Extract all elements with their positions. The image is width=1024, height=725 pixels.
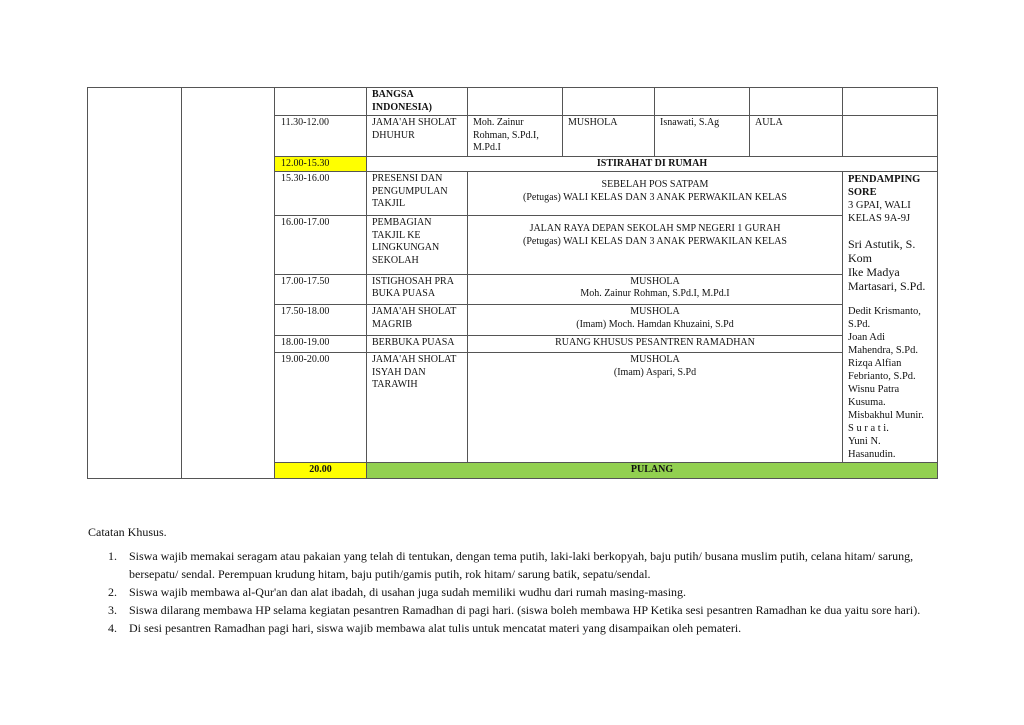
activity-cell: JAMA'AH SHOLAT DHUHUR <box>367 116 468 157</box>
list-item <box>108 619 940 637</box>
location-line: MUSHOLA <box>630 306 680 318</box>
pendamping-name: Yuni N. <box>848 436 881 447</box>
activity-cell: PEMBAGIAN TAKJIL KE LINGKUNGAN SEKOLAH <box>367 216 468 274</box>
location-line: MUSHOLA <box>630 275 680 287</box>
time-cell: 16.00-17.00 <box>275 216 367 274</box>
activity-cell: PRESENSI DAN PENGUMPULAN TAKJIL <box>367 172 468 216</box>
list-text: Di sesi pesantren Ramadhan pagi hari, siswa wajib membawa alat tulis untuk mencatat materi yang disampaikan oleh pemateri. <box>129 621 742 635</box>
time-cell: 20.00 <box>275 463 367 479</box>
activity-cell: JAMA'AH SHOLAT MAGRIB <box>367 305 468 336</box>
pendamping-name: Misbakhul Munir. <box>848 410 924 421</box>
speaker-cell <box>468 88 563 116</box>
location-cell <box>468 274 843 305</box>
time-cell <box>275 88 367 116</box>
list-text: Siswa dilarang membawa HP selama kegiatan pesantren Ramadhan di pagi hari. (siswa boleh membawa HP Ketika sesi pesantren Ramadhan ke dua yaitu sore hari). <box>129 603 921 617</box>
time-cell: 18.00-19.00 <box>275 335 367 352</box>
pendamping-name: Dedit Krismanto, S.Pd. <box>848 306 921 330</box>
pendamping-name: Joan Adi Mahendra, S.Pd. <box>848 332 918 356</box>
pendamping-cell <box>843 172 938 463</box>
list-item <box>108 547 940 583</box>
location-cell <box>468 353 843 463</box>
activity-cell: BERBUKA PUASA <box>367 335 468 352</box>
location-line: SEBELAH POS SATPAM <box>601 179 709 190</box>
pendamping-title: PENDAMPING SORE <box>848 174 921 198</box>
location-cell: RUANG KHUSUS PESANTREN RAMADHAN <box>468 335 843 352</box>
notes-title: Catatan Khusus. <box>88 525 167 539</box>
teacher-cell <box>655 88 750 116</box>
time-cell: 15.30-16.00 <box>275 172 367 216</box>
officer-line: (Petugas) WALI KELAS DAN 3 ANAK PERWAKILAN KELAS <box>523 191 787 203</box>
time-cell: 12.00-15.30 <box>275 156 367 172</box>
pendamping-name: Rizqa Alfian Febrianto, S.Pd. <box>848 358 916 382</box>
officer-line: Moh. Zainur Rohman, S.Pd.I, M.Pd.I <box>580 288 730 300</box>
place-cell <box>563 88 655 116</box>
pendamping-name: Ike Madya Martasari, S.Pd. <box>848 265 926 293</box>
room-cell: AULA <box>750 116 843 157</box>
table-row <box>88 88 938 116</box>
extra-cell <box>843 88 938 116</box>
location-line: MUSHOLA <box>630 354 680 365</box>
pendamping-name: Hasanudin. <box>848 449 896 460</box>
list-number: 4. <box>108 621 117 635</box>
pendamping-name: S u r a t i. <box>848 423 889 434</box>
list-text: Siswa wajib memakai seragam atau pakaian yang telah di tentukan, dengan tema putih, laki-laki berkopyah, baju putih/ busana muslim putih, celana hitam/ sarung, bersepatu/ sendal. Perempuan krudung hitam, baju putih/gamis putih, rok hitam/ sarung batik, sepatu/sendal. <box>129 549 914 581</box>
pulang-label: PULANG <box>367 463 938 479</box>
list-item <box>108 583 940 601</box>
officer-line: (Petugas) WALI KELAS DAN 3 ANAK PERWAKILAN KELAS <box>523 235 787 247</box>
room-cell <box>750 88 843 116</box>
schedule-table <box>87 87 938 479</box>
location-line: JALAN RAYA DEPAN SEKOLAH SMP NEGERI 1 GURAH <box>529 223 781 235</box>
list-number: 2. <box>108 585 117 599</box>
list-item <box>108 601 940 619</box>
pendamping-line: 3 GPAI, WALI KELAS 9A-9J <box>848 200 911 224</box>
notes-list <box>108 547 940 637</box>
teacher-cell: Isnawati, S.Ag <box>655 116 750 157</box>
time-cell: 19.00-20.00 <box>275 353 367 463</box>
pendamping-name: Sri Astutik, S. Kom <box>848 237 916 265</box>
time-cell: 11.30-12.00 <box>275 116 367 157</box>
activity-cell: ISTIGHOSAH PRA BUKA PUASA <box>367 274 468 305</box>
officer-line: (Imam) Moch. Hamdan Khuzaini, S.Pd <box>576 318 734 330</box>
location-cell <box>468 305 843 336</box>
list-number: 3. <box>108 603 117 617</box>
break-label: ISTIRAHAT DI RUMAH <box>367 156 938 172</box>
list-number: 1. <box>108 549 117 563</box>
blank-cell-1 <box>88 88 182 479</box>
list-text: Siswa wajib membawa al-Qur'an dan alat ibadah, di usahan juga sudah memiliki wudhu dari rumah masing-masing. <box>129 585 687 599</box>
officer-line: (Imam) Aspari, S.Pd <box>613 366 697 378</box>
location-cell <box>468 216 843 274</box>
extra-cell <box>843 116 938 157</box>
place-cell: MUSHOLA <box>563 116 655 157</box>
time-cell: 17.00-17.50 <box>275 274 367 305</box>
location-cell <box>468 172 843 216</box>
blank-cell-2 <box>182 88 275 479</box>
time-cell: 17.50-18.00 <box>275 305 367 336</box>
activity-cell: BANGSA INDONESIA) <box>367 88 468 116</box>
activity-cell: JAMA'AH SHOLAT ISYAH DAN TARAWIH <box>367 353 468 463</box>
speaker-cell: Moh. Zainur Rohman, S.Pd.I, M.Pd.I <box>468 116 563 157</box>
pendamping-name: Wisnu Patra Kusuma. <box>848 384 900 408</box>
